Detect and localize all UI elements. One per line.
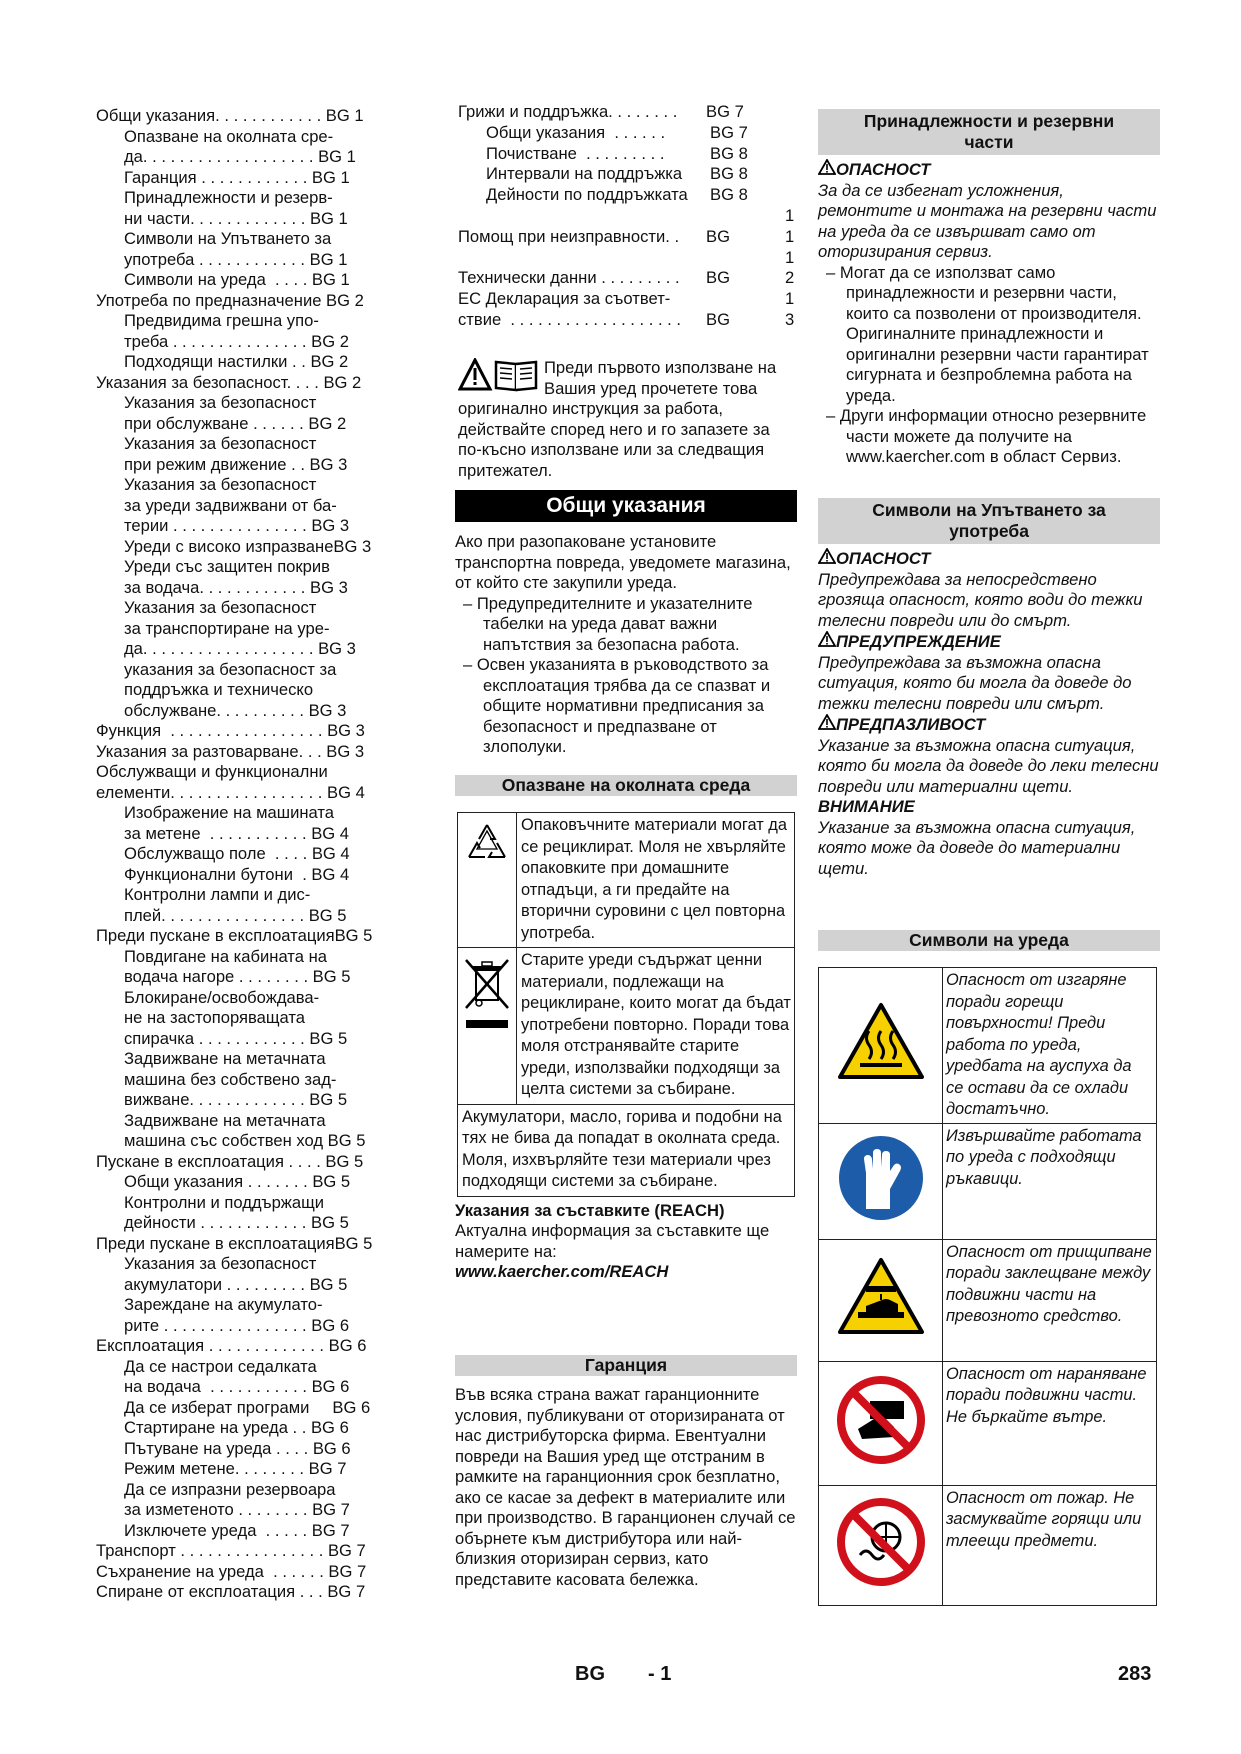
footer-lang: BG [575, 1663, 605, 1685]
pre-use-first-line: Преди първото използване на [544, 358, 777, 377]
pre-use-text: Вашия уред прочетете това оригинално инструкция за работа, действайте според него и го запазете за по-късно използване или за следващия притежател. [458, 378, 770, 480]
device-symbols-table [818, 967, 1157, 1606]
warning-triangle-icon [818, 631, 836, 647]
toc-entry[interactable]: Указания за безопасност [124, 598, 317, 617]
toc-entry[interactable]: да. . . . . . . . . . . . . . . . . . . BG 3 [124, 639, 356, 658]
general-intro: Ако при разопаковане установите транспортна повреда, уведомете магазина, от който сте закупили уреда. [455, 532, 791, 592]
warranty-heading: Гаранция [455, 1355, 797, 1376]
warning-triangle-icon [818, 714, 836, 730]
footer-page-local: - 1 [648, 1663, 672, 1685]
toc-entry[interactable]: Уреди с високо изпразванеBG 3 [124, 536, 372, 556]
manual-symbol-label [818, 631, 1160, 653]
toc-entry[interactable]: Повдигане на кабината на [124, 946, 327, 966]
environment-table [457, 812, 795, 1197]
toc-entry[interactable]: Опазване на околната сре- [124, 126, 334, 146]
toc-entry[interactable] [458, 268, 798, 289]
device-symbol-row [819, 1361, 1157, 1485]
manual-symbols-section [818, 498, 1160, 879]
wear-gloves-icon [819, 1123, 943, 1239]
toc-entry[interactable]: Указания за разтоварване. . . BG 3 [96, 741, 365, 761]
general-section [455, 490, 797, 758]
toc-entry-text: Технически данни . . . . . . . . . [458, 268, 680, 288]
toc-entry-page: BG 8 [710, 143, 748, 163]
toc-entry[interactable]: Експлоатация . . . . . . . . . . . . . BG 6 [96, 1336, 367, 1355]
manual-symbol-label-text: ВНИМАНИЕ [818, 797, 915, 816]
accessories-bullet-2: – Други информации относно резервните части можете да получите на www.kaercher.com в област Сервиз. [826, 406, 1147, 466]
toc-entry[interactable]: употреба . . . . . . . . . . . . BG 1 [124, 249, 348, 269]
toc-entry[interactable]: Функционални бутони . BG 4 [124, 864, 350, 884]
reach-link[interactable]: www.kaercher.com/REACH [455, 1262, 669, 1281]
toc-entry[interactable]: Да се изберат програми BG 6 [124, 1397, 371, 1417]
toc-entry[interactable] [458, 185, 798, 206]
reach-title: Указания за съставките (REACH) [455, 1200, 725, 1220]
toc-entry[interactable]: Зареждане на акумулато- [124, 1295, 323, 1314]
toc-entry-text: Дейности по поддръжката [486, 185, 688, 205]
toc-entry[interactable]: рите . . . . . . . . . . . . . . . . BG 6 [124, 1315, 350, 1335]
pre-use-note [458, 358, 798, 481]
device-symbol-text-2: Извършвайте работата по уреда с подходящи ръкавици. [943, 1123, 1157, 1239]
toc-entry[interactable]: за водача. . . . . . . . . . . . BG 3 [124, 577, 348, 597]
toc-entry[interactable]: машина без собствено зад- [124, 1069, 337, 1089]
toc-entry[interactable]: Контролни и поддържащи [124, 1192, 325, 1212]
toc-entry[interactable]: акумулатори . . . . . . . . . BG 5 [124, 1274, 348, 1294]
environment-heading: Опазване на околната среда [455, 775, 797, 796]
warning-read-manual-icon [458, 358, 538, 398]
warning-triangle-icon [818, 548, 836, 564]
toc-entry[interactable] [458, 227, 798, 248]
manual-symbol-text: Предупреждава за непосредствено грозяща опасност, която води до тежки телесни повреди или до смърт. [818, 569, 1143, 630]
toc-entry[interactable]: Предвидима грешна упо- [124, 311, 319, 330]
toc-entry[interactable]: Указания за безопасност [124, 434, 317, 453]
manual-symbol-label-text: ПРЕДПАЗЛИВОСТ [836, 715, 986, 734]
recycle-text: Опаковъчните материали могат да се рециклират. Моля не хвърляйте опаковките при домашните отпадъци, а ги предайте на вторични суровини с цел повторна употреба. [517, 813, 795, 948]
toc-entry[interactable]: плей. . . . . . . . . . . . . . . . BG 5 [124, 905, 347, 925]
toc-entry[interactable] [458, 289, 798, 310]
toc-entry[interactable]: Преди пускане в експлоатацияBG 5 [96, 926, 373, 945]
toc-entry[interactable]: Указания за безопасност [124, 475, 317, 494]
device-symbol-row [819, 1485, 1157, 1605]
crossed-bin-icon [458, 948, 517, 1105]
accessories-heading: Принадлежности и резервни части [818, 109, 1160, 155]
toc-entry-page-num: 1 [785, 205, 795, 225]
manual-symbols-heading: Символи на Упътването за употреба [818, 498, 1160, 544]
manual-symbol-text: Указание за възможна опасна ситуация, която може да доведе до материални щети. [818, 817, 1136, 878]
hot-surface-warning-icon [819, 968, 943, 1124]
toc-entry[interactable]: Спиране от експлоатация . . . BG 7 [96, 1582, 366, 1601]
footer-page-number: 283 [1118, 1663, 1152, 1685]
toc-entry[interactable]: Общи указания. . . . . . . . . . . . BG 1 [96, 106, 364, 125]
toc-entry[interactable]: не на застопоряващата [124, 1008, 306, 1027]
accessories-danger-label [818, 159, 1160, 181]
toc-entry-page: BG 7 [710, 122, 748, 142]
toc-entry-text: Интервали на поддръжка [486, 164, 683, 184]
toc-entry[interactable]: Да се изпразни резервоара [124, 1479, 336, 1499]
toc-entry[interactable]: Стартиране на уреда . . BG 6 [124, 1418, 349, 1437]
toc-entry[interactable]: Задвижване на метачната [124, 1110, 326, 1130]
toc-entry[interactable]: водача нагоре . . . . . . . . BG 5 [124, 967, 351, 986]
recycle-icon [458, 813, 517, 948]
environment-section [455, 775, 797, 1283]
toc-entry[interactable]: Задвижване на метачната [124, 1049, 326, 1068]
toc-entry[interactable]: ни части. . . . . . . . . . . . . BG 1 [124, 208, 348, 228]
toc-entry[interactable]: Пътуване на уреда . . . . BG 6 [124, 1438, 351, 1458]
general-heading: Общи указания [455, 490, 797, 522]
device-symbol-row [819, 1239, 1157, 1361]
toc-entry-page: BG 8 [710, 185, 748, 205]
danger-label-text: ОПАСНОСТ [836, 160, 931, 179]
toc-entry-page-num: 2 [785, 268, 795, 288]
toc-entry-page: BG [706, 226, 730, 246]
toc-entry-text: ЕС Декларация за съответ- [458, 289, 671, 309]
toc-entry[interactable]: обслужване. . . . . . . . . . BG 3 [124, 700, 347, 720]
toc-entry[interactable]: Функция . . . . . . . . . . . . . . . . . BG 3 [96, 721, 365, 740]
toc-entry[interactable]: Режим метене. . . . . . . . BG 7 [124, 1459, 347, 1478]
toc-entry[interactable] [458, 164, 798, 185]
toc-entry[interactable]: да. . . . . . . . . . . . . . . . . . . BG 1 [124, 147, 356, 166]
toc-entry[interactable]: елементи. . . . . . . . . . . . . . . . . BG 4 [96, 782, 365, 802]
warning-triangle-icon [818, 159, 836, 175]
toc-entry[interactable]: Съхранение на уреда . . . . . . BG 7 [96, 1561, 367, 1581]
toc-entry[interactable]: треба . . . . . . . . . . . . . . . BG 2 [124, 331, 349, 351]
toc-entry[interactable]: поддръжка и техническо [124, 680, 314, 699]
toc-entry[interactable]: Транспорт . . . . . . . . . . . . . . . . BG 7 [96, 1541, 366, 1560]
device-symbol-row [819, 968, 1157, 1124]
device-symbols-section [818, 930, 1160, 1606]
toc-entry[interactable]: за изметеното . . . . . . . . BG 7 [124, 1500, 350, 1519]
toc-entry[interactable]: за метене . . . . . . . . . . . BG 4 [124, 823, 350, 843]
manual-symbol-label [818, 714, 1160, 736]
general-bullet-1: – Предупредителните и указателните табелки на уреда дават важни напътствия за безопасна работа. [463, 593, 753, 654]
toc-entry[interactable]: Уреди със защитен покрив [124, 557, 330, 576]
toc-entry[interactable]: Указания за безопасност [124, 1254, 317, 1273]
toc-entry[interactable]: Изображение на машината [124, 803, 335, 822]
device-symbol-text-3: Опасност от прищипване поради заклещване между подвижни части на превозното средство. [943, 1239, 1157, 1361]
accessories-danger-text: За да се избегнат усложнения, ремонтите и монтажа на резервни части на уреда да се извършват само от оторизирания сервиз. [818, 180, 1157, 261]
toc-entry-page: BG [706, 268, 730, 288]
manual-symbol-label [818, 797, 1160, 818]
device-symbol-text-1: Опасност от изгаряне поради горещи повърхности! Преди работа по уреда, уредбата на ауспуха да се остави да се охлади достатъчно. [943, 968, 1157, 1124]
toc-entry-page-num: 1 [785, 247, 795, 267]
env-row-battery [458, 1104, 795, 1196]
toc-entry[interactable]: при обслужване . . . . . . BG 2 [124, 413, 347, 433]
toc-entry[interactable]: Символи на уреда . . . . BG 1 [124, 270, 350, 289]
toc-column-2 [458, 102, 798, 331]
toc-entry[interactable] [458, 123, 798, 144]
toc-entry[interactable]: Контролни лампи и дис- [124, 885, 311, 904]
toc-entry[interactable] [458, 144, 798, 165]
general-bullet-2: – Освен указанията в ръководството за експлоатация трябва да се спазват и общите нормативни предписания за безопасност и предпазване от злополуки. [463, 655, 771, 756]
do-not-reach-in-icon [819, 1361, 943, 1485]
accessories-bullet-1: – Могат да се използват само принадлежности и резервни части, които са позволени от производителя. Оригиналните принадлежности и оригинални резервни части гарантират сигурната и безпроблемна работа на уреда. [826, 262, 1149, 405]
battery-text: Акумулатори, масло, горива и подобни на тях не бива да попадат в околната среда. Моля, изхвърляйте тези материали чрез подходящи системи за събиране. [458, 1104, 795, 1196]
device-symbols-heading: Символи на уреда [818, 930, 1160, 951]
manual-symbol-label-text: ПРЕДУПРЕЖДЕНИЕ [836, 632, 1001, 651]
toc-entry[interactable] [458, 248, 798, 269]
toc-entry[interactable]: Обслужващо поле . . . . BG 4 [124, 844, 350, 863]
toc-entry-text: Общи указания . . . . . . [486, 122, 666, 142]
toc-entry[interactable]: за уреди задвижвани от ба- [124, 495, 337, 515]
toc-entry[interactable]: на водача . . . . . . . . . . . BG 6 [124, 1377, 350, 1396]
toc-entry-text: ствие . . . . . . . . . . . . . . . . . . . [458, 309, 682, 329]
toc-entry[interactable]: Символи на Упътването за [124, 229, 332, 248]
toc-entry-text: Грижи и поддръжка. . . . . . . . [458, 102, 678, 121]
toc-entry-page: BG [706, 309, 730, 329]
toc-entry-page-num: 1 [785, 226, 795, 246]
toc-entry-page-num: 3 [785, 309, 795, 329]
toc-entry[interactable]: вижване. . . . . . . . . . . . . BG 5 [124, 1090, 348, 1109]
env-row-recycle [458, 813, 795, 948]
warranty-section [455, 1355, 797, 1590]
toc-entry[interactable]: Да се настрои седалката [124, 1356, 317, 1376]
toc-entry[interactable]: Общи указания . . . . . . . BG 5 [124, 1172, 351, 1191]
device-symbol-text-4: Опасност от нараняване поради подвижни части. Не бъркайте вътре. [943, 1361, 1157, 1485]
no-burning-objects-icon [819, 1485, 943, 1605]
toc-entry-page: BG 8 [710, 164, 748, 184]
env-row-weee [458, 948, 795, 1105]
toc-entry[interactable]: Гаранция . . . . . . . . . . . . BG 1 [124, 167, 350, 187]
toc-entry[interactable]: Блокиране/освобождава- [124, 987, 320, 1007]
reach-text: Актуална информация за съставките ще намерите на: [455, 1221, 770, 1261]
toc-entry[interactable]: Обслужващи и функционални [96, 762, 328, 781]
device-symbol-text-5: Опасност от пожар. Не засмуквайте горящи или тлеещи предмети. [943, 1485, 1157, 1605]
device-symbol-row [819, 1123, 1157, 1239]
toc-entry[interactable]: за транспортиране на уре- [124, 618, 330, 638]
weee-text: Старите уреди съдържат ценни материали, подлежащи на рециклиране, които могат да бъдат употребени повторно. Поради това моля отстранявайте старите уреди, използвайки подходящи за целта системи за събиране. [517, 948, 795, 1105]
toc-entry[interactable]: дейности . . . . . . . . . . . . BG 5 [124, 1213, 349, 1232]
toc-entry[interactable]: Изключете уреда . . . . . BG 7 [124, 1520, 350, 1540]
toc-entry-text: Помощ при неизправности. . [458, 226, 680, 246]
toc-entry[interactable] [458, 310, 798, 331]
toc-entry-text: Почистване . . . . . . . . . [486, 143, 665, 163]
toc-entry[interactable]: Указания за безопасност [124, 393, 317, 412]
toc-entry-page: BG 7 [706, 102, 744, 121]
manual-symbol-label-text: ОПАСНОСТ [836, 549, 931, 568]
toc-entry[interactable]: терии . . . . . . . . . . . . . . . BG 3 [124, 516, 350, 535]
toc-entry[interactable]: Указания за безопасност. . . . BG 2 [96, 372, 362, 392]
accessories-section [818, 109, 1160, 468]
toc-entry[interactable]: машина със собствен ход BG 5 [124, 1131, 366, 1150]
toc-entry[interactable] [458, 206, 798, 227]
toc-entry[interactable]: Принадлежности и резерв- [124, 188, 333, 207]
hand-crush-warning-icon [819, 1239, 943, 1361]
manual-symbol-text: Указание за възможна опасна ситуация, която би могла да доведе до леки телесни повреди или материални щети. [818, 735, 1159, 796]
toc-entry[interactable]: спирачка . . . . . . . . . . . . BG 5 [124, 1028, 348, 1048]
toc-entry[interactable]: указания за безопасност за [124, 659, 337, 679]
toc-column-1 [96, 106, 406, 1603]
manual-symbol-label [818, 548, 1160, 570]
manual-symbol-text: Предупреждава за възможна опасна ситуация, която би могла да доведе до тежки телесни повреди или смърт. [818, 652, 1132, 713]
warranty-text: Във всяка страна важат гаранционните условия, публикувани от оторизираната от нас дистрибуторска фирма. Евентуални повреди на Вашия уред ще отстраним в рамките на гаранционния срок безплатно, ако се касае за дефект в материалите или при производство. В гаранционен случай се обърнете към дистрибутора или най-близкия оторизиран сервиз, като представите касовата бележка. [455, 1385, 796, 1589]
toc-entry[interactable]: Преди пускане в експлоатацияBG 5 [96, 1233, 373, 1253]
toc-entry[interactable]: Подходящи настилки . . BG 2 [124, 352, 349, 371]
toc-entry[interactable]: Употреба по предназначение BG 2 [96, 290, 364, 310]
toc-entry-page-num: 1 [785, 289, 795, 309]
toc-entry[interactable]: Пускане в експлоатация . . . . BG 5 [96, 1151, 364, 1171]
toc-entry[interactable] [458, 102, 798, 123]
toc-entry[interactable]: при режим движение . . BG 3 [124, 454, 348, 474]
